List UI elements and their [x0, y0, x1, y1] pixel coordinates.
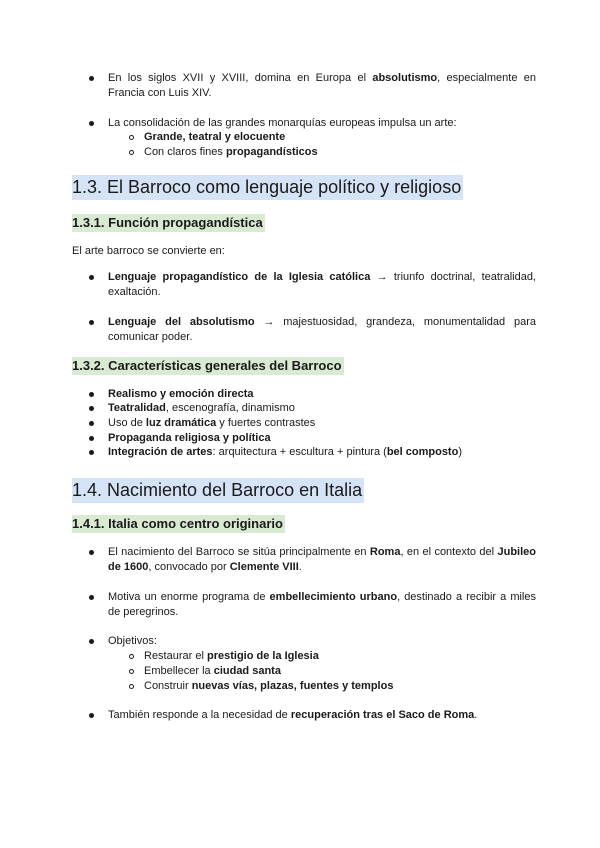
feature-item-4 — [108, 431, 536, 446]
bold-text: Clemente VIII — [229, 561, 299, 573]
bullet-icon — [89, 595, 94, 600]
bold-text: propagandísticos — [225, 146, 318, 158]
objective-item-2 — [144, 664, 536, 679]
function-item-2 — [108, 315, 536, 345]
intro-item-1 — [108, 71, 536, 101]
bold-text: Lenguaje propagandístico de la Iglesia católica — [108, 271, 371, 283]
sub-bullet-icon — [129, 669, 134, 674]
text: , escenografía, dinamismo — [165, 402, 295, 414]
text: . — [474, 709, 478, 721]
sub-bullet-icon — [129, 684, 134, 689]
bold-text: Roma — [369, 546, 401, 558]
feature-item-2 — [108, 401, 536, 416]
bold-text: embellecimiento urbano — [269, 591, 398, 603]
text: Construir — [144, 680, 192, 692]
paragraph: El arte barroco se convierte en: — [72, 245, 225, 257]
text: → majestuosidad, grandeza, monumentalidad para comunicar poder. — [108, 316, 537, 343]
bullet-icon — [89, 436, 94, 441]
bullet-icon — [89, 392, 94, 397]
section-heading-1-3: 1.3. El Barroco como lenguaje político y religioso — [72, 175, 463, 200]
text: Motiva un enorme programa de — [108, 591, 270, 603]
bullet-icon — [89, 450, 94, 455]
objective-item-1 — [144, 649, 536, 664]
text: y fuertes contrastes — [216, 417, 316, 429]
text: El nacimiento del Barroco se sitúa principalmente en — [108, 546, 370, 558]
bold-text: Realismo y emoción directa — [108, 388, 254, 400]
text: Restaurar el — [144, 650, 207, 662]
bold-text: nuevas vías, plazas, fuentes y templos — [191, 680, 394, 692]
bullet-icon — [89, 639, 94, 644]
text: → triunfo doctrinal, teatralidad, exaltación. — [108, 271, 536, 298]
bold-text: ciudad santa — [213, 665, 281, 677]
bullet-icon — [89, 320, 94, 325]
function-item-1 — [108, 270, 536, 300]
italy-item-1 — [108, 545, 536, 575]
feature-item-3 — [108, 416, 536, 431]
text: , en el contexto del — [400, 546, 498, 558]
sub-bullet-icon — [129, 135, 134, 140]
text: , especialmente en Francia con Luis XIV. — [108, 72, 536, 99]
sub-bullet-icon — [129, 150, 134, 155]
italy-item-4 — [108, 708, 536, 723]
text: ) — [458, 446, 462, 458]
italy-item-2 — [108, 590, 536, 620]
subsection-heading-1-4-1: 1.4.1. Italia como centro originario — [72, 516, 283, 531]
feature-item-5 — [108, 445, 536, 460]
text: , destinado a recibir a miles de peregrinos. — [108, 591, 536, 618]
bold-text: Propaganda religiosa y política — [108, 432, 271, 444]
text: También responde a la necesidad de — [108, 709, 291, 721]
bullet-icon — [89, 406, 94, 411]
text: Uso de — [108, 417, 146, 429]
intro-sub-item-1 — [144, 130, 536, 145]
bold-text: recuperación tras el Saco de Roma — [290, 709, 475, 721]
bold-text: Grande, teatral y elocuente — [144, 131, 286, 143]
text: : arquitectura + escultura + pintura ( — [212, 446, 387, 458]
bold-text: Lenguaje del absolutismo — [108, 316, 255, 328]
subsection-heading-1-3-2: 1.3.2. Características generales del Barroco — [72, 358, 342, 373]
text: , convocado por — [148, 561, 230, 573]
section-heading-1-4: 1.4. Nacimiento del Barroco en Italia — [72, 478, 364, 503]
bold-text: prestigio de la Iglesia — [206, 650, 319, 662]
bullet-icon — [89, 76, 94, 81]
text: . — [298, 561, 302, 573]
bold-text: Integración de artes — [108, 446, 213, 458]
bullet-icon — [89, 275, 94, 280]
bold-text: absolutismo — [372, 72, 438, 84]
objective-item-3 — [144, 679, 536, 694]
italy-item-3: Objetivos: — [108, 635, 157, 647]
sub-bullet-icon — [129, 654, 134, 659]
bold-text: bel composto — [386, 446, 459, 458]
subsection-heading-1-3-1: 1.3.1. Función propagandística — [72, 215, 263, 230]
intro-item-2: La consolidación de las grandes monarquías europeas impulsa un arte: — [108, 117, 457, 129]
bullet-icon — [89, 121, 94, 126]
feature-item-1 — [108, 387, 536, 402]
bold-text: Jubileo de 1600 — [108, 546, 536, 573]
bullet-icon — [89, 421, 94, 426]
bullet-icon — [89, 550, 94, 555]
bullet-icon — [89, 713, 94, 718]
text: Embellecer la — [144, 665, 214, 677]
intro-sub-item-2 — [144, 145, 536, 160]
bold-text: luz dramática — [145, 417, 217, 429]
text: En los siglos XVII y XVIII, domina en Europa el — [108, 72, 373, 84]
text: Con claros fines — [144, 146, 226, 158]
bold-text: Teatralidad — [108, 402, 166, 414]
